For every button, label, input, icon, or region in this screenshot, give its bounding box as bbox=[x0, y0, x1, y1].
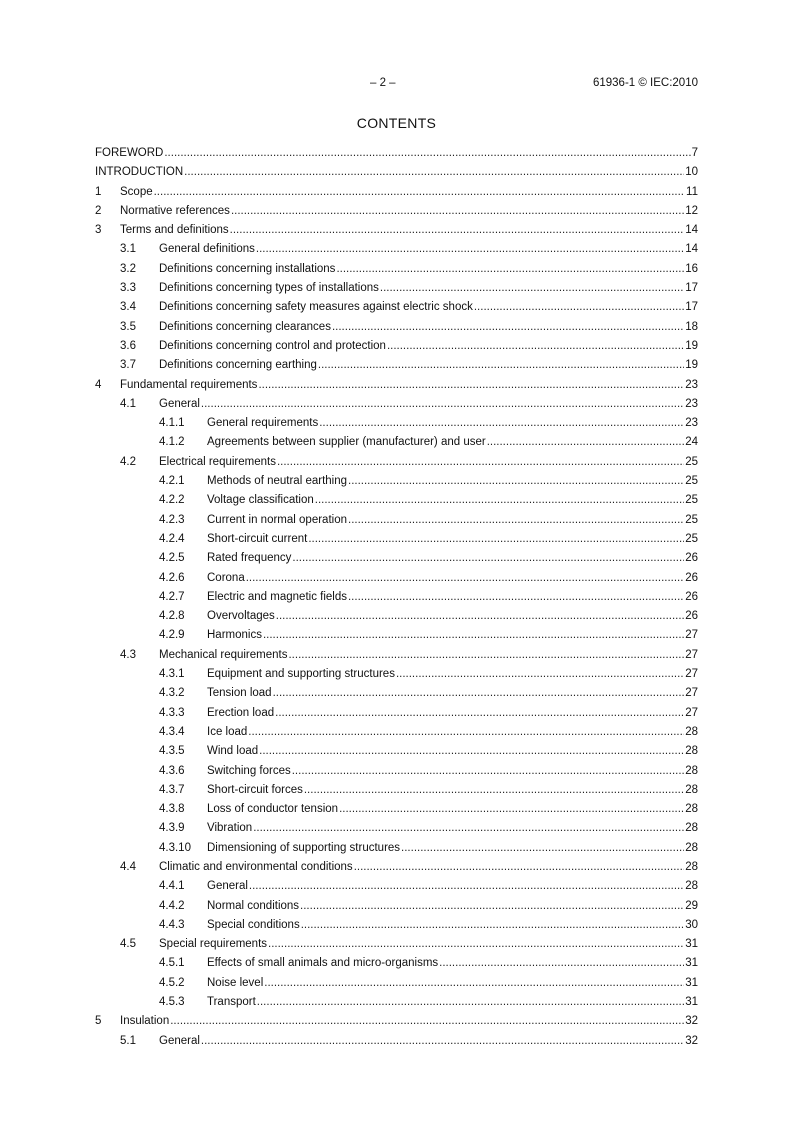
dot-leader bbox=[339, 800, 684, 819]
toc-entry[interactable] bbox=[95, 511, 698, 530]
toc-entry-number: 1 bbox=[95, 185, 102, 198]
toc-entry-title: Definitions concerning types of installations bbox=[159, 279, 380, 298]
toc-entry[interactable] bbox=[95, 221, 698, 240]
dot-leader bbox=[288, 646, 684, 665]
toc-entry-number: 4.3.10 bbox=[159, 841, 191, 854]
toc-entry-page: 18 bbox=[684, 318, 698, 337]
toc-entry-number: 4.2 bbox=[120, 455, 136, 468]
toc-entry-number: 4 bbox=[95, 378, 102, 391]
toc-entry[interactable] bbox=[95, 974, 698, 993]
toc-entry-title: Voltage classification bbox=[207, 491, 315, 510]
toc-entry-title: Overvoltages bbox=[207, 607, 276, 626]
toc-entry-page: 16 bbox=[684, 260, 698, 279]
dot-leader bbox=[308, 530, 684, 549]
toc-entry[interactable] bbox=[95, 337, 698, 356]
dot-leader bbox=[396, 665, 684, 684]
toc-entry-number: 4.5 bbox=[120, 938, 136, 951]
dot-leader bbox=[292, 762, 684, 781]
toc-entry-page: 28 bbox=[684, 742, 698, 761]
toc-entry-page: 28 bbox=[684, 877, 698, 896]
dot-leader bbox=[201, 395, 684, 414]
toc-entry-title: Switching forces bbox=[207, 762, 292, 781]
dot-leader bbox=[246, 569, 684, 588]
toc-entry[interactable] bbox=[95, 839, 698, 858]
toc-entry-title: Special conditions bbox=[207, 916, 301, 935]
toc-entry-page: 26 bbox=[684, 607, 698, 626]
toc-entry-page: 30 bbox=[684, 916, 698, 935]
dot-leader bbox=[258, 376, 684, 395]
dot-leader bbox=[154, 183, 685, 202]
toc-entry[interactable] bbox=[95, 588, 698, 607]
toc-entry[interactable] bbox=[95, 530, 698, 549]
toc-entry[interactable] bbox=[95, 453, 698, 472]
dot-leader bbox=[336, 260, 684, 279]
dot-leader bbox=[276, 607, 684, 626]
dot-leader bbox=[230, 221, 685, 240]
dot-leader bbox=[256, 240, 684, 259]
toc-entry-page: 27 bbox=[684, 626, 698, 645]
dot-leader bbox=[332, 318, 684, 337]
toc-entry-number: 5 bbox=[95, 1015, 102, 1028]
toc-entry-page: 26 bbox=[684, 549, 698, 568]
toc-entry-page: 28 bbox=[684, 819, 698, 838]
toc-entry[interactable] bbox=[95, 433, 698, 452]
toc-entry-title: Definitions concerning installations bbox=[159, 260, 336, 279]
toc-entry-page: 10 bbox=[684, 163, 698, 182]
toc-entry-number: 4.2.8 bbox=[159, 610, 185, 623]
dot-leader bbox=[268, 935, 684, 954]
toc-entry-number: 4.2.4 bbox=[159, 532, 185, 545]
toc-entry-title: Tension load bbox=[207, 684, 273, 703]
dot-leader bbox=[300, 897, 684, 916]
toc-entry-number: 4.3.9 bbox=[159, 822, 185, 835]
toc-entry[interactable] bbox=[95, 549, 698, 568]
toc-entry-title: Electric and magnetic fields bbox=[207, 588, 348, 607]
toc-entry-number: 4.4.2 bbox=[159, 899, 185, 912]
toc-entry-number: 3.2 bbox=[120, 262, 136, 275]
toc-entry[interactable] bbox=[95, 240, 698, 259]
dot-leader bbox=[354, 858, 685, 877]
toc-entry-page: 19 bbox=[684, 356, 698, 375]
toc-entry-number: 3.3 bbox=[120, 282, 136, 295]
toc-entry-title: Loss of conductor tension bbox=[207, 800, 339, 819]
toc-entry[interactable] bbox=[95, 723, 698, 742]
toc-entry-title: Noise level bbox=[207, 974, 264, 993]
toc-entry-page: 25 bbox=[684, 491, 698, 510]
toc-entry-title: Erection load bbox=[207, 704, 275, 723]
toc-entry-title: Agreements between supplier (manufacturer) and user bbox=[207, 433, 487, 452]
toc-entry-title: Definitions concerning safety measures against electric shock bbox=[159, 298, 474, 317]
dot-leader bbox=[301, 916, 685, 935]
dot-leader bbox=[275, 704, 684, 723]
toc-entry-title: Normative references bbox=[120, 202, 231, 221]
toc-entry-number: 4.2.3 bbox=[159, 513, 185, 526]
toc-entry[interactable] bbox=[95, 819, 698, 838]
dot-leader bbox=[264, 974, 684, 993]
toc-entry[interactable] bbox=[95, 144, 698, 163]
toc-entry-title: Definitions concerning earthing bbox=[159, 356, 318, 375]
toc-entry[interactable] bbox=[95, 704, 698, 723]
toc-entry-page: 28 bbox=[684, 858, 698, 877]
toc-entry-number: 2 bbox=[95, 204, 102, 217]
toc-entry-page: 23 bbox=[684, 395, 698, 414]
toc-entry-title: Effects of small animals and micro-organisms bbox=[207, 954, 439, 973]
toc-entry-page: 17 bbox=[684, 279, 698, 298]
toc-entry-page: 27 bbox=[684, 646, 698, 665]
toc-entry-number: 4.2.7 bbox=[159, 590, 185, 603]
toc-entry[interactable] bbox=[95, 279, 698, 298]
toc-entry-title: Equipment and supporting structures bbox=[207, 665, 396, 684]
toc-entry[interactable] bbox=[95, 472, 698, 491]
dot-leader bbox=[259, 742, 684, 761]
toc-entry-page: 28 bbox=[684, 800, 698, 819]
toc-entry-page: 32 bbox=[684, 1012, 698, 1031]
toc-entry-number: 4.3.4 bbox=[159, 725, 185, 738]
document-reference: 61936-1 © IEC:2010 bbox=[592, 77, 698, 89]
toc-entry-number: 4.1.2 bbox=[159, 436, 185, 449]
toc-entry-page: 26 bbox=[684, 569, 698, 588]
dot-leader bbox=[348, 511, 684, 530]
toc-entry-page: 25 bbox=[684, 511, 698, 530]
toc-entry-page: 17 bbox=[684, 298, 698, 317]
toc-entry[interactable] bbox=[95, 202, 698, 221]
toc-entry-title: Climatic and environmental conditions bbox=[159, 858, 354, 877]
toc-entry-title: Vibration bbox=[207, 819, 253, 838]
toc-entry-page: 24 bbox=[684, 433, 698, 452]
toc-entry-title: Current in normal operation bbox=[207, 511, 348, 530]
toc-entry-number: 4.3.1 bbox=[159, 668, 185, 681]
toc-entry-page: 14 bbox=[684, 221, 698, 240]
dot-leader bbox=[318, 356, 684, 375]
toc-entry[interactable] bbox=[95, 742, 698, 761]
toc-entry-title: Electrical requirements bbox=[159, 453, 277, 472]
toc-entry-title: General bbox=[207, 877, 249, 896]
dot-leader bbox=[319, 414, 684, 433]
toc-entry-title: General bbox=[159, 395, 201, 414]
dot-leader bbox=[201, 1032, 684, 1051]
toc-entry-title: Short-circuit current bbox=[207, 530, 308, 549]
toc-entry-title: Scope bbox=[120, 183, 154, 202]
toc-entry[interactable] bbox=[95, 183, 698, 202]
toc-entry-number: 4.1 bbox=[120, 397, 136, 410]
toc-entry[interactable] bbox=[95, 897, 698, 916]
dot-leader bbox=[487, 433, 685, 452]
toc-entry-page: 28 bbox=[684, 723, 698, 742]
toc-entry-page: 31 bbox=[684, 954, 698, 973]
toc-entry-page: 31 bbox=[684, 974, 698, 993]
toc-entry[interactable] bbox=[95, 935, 698, 954]
toc-entry-number: 4.1.1 bbox=[159, 417, 185, 430]
toc-entry-page: 28 bbox=[684, 762, 698, 781]
toc-entry-title: Dimensioning of supporting structures bbox=[207, 839, 401, 858]
toc-entry-number: 4.5.2 bbox=[159, 976, 185, 989]
toc-entry[interactable] bbox=[95, 1032, 698, 1051]
toc-entry[interactable] bbox=[95, 298, 698, 317]
toc-entry-page: 26 bbox=[684, 588, 698, 607]
toc-entry[interactable] bbox=[95, 260, 698, 279]
toc-entry-page: 27 bbox=[684, 704, 698, 723]
toc-entry-title: FOREWORD bbox=[95, 144, 164, 163]
toc-entry-number: 4.3.8 bbox=[159, 803, 185, 816]
toc-entry-number: 4.2.1 bbox=[159, 475, 185, 488]
toc-entry-number: 4.3.5 bbox=[159, 745, 185, 758]
toc-entry[interactable] bbox=[95, 395, 698, 414]
toc-entry-title: Normal conditions bbox=[207, 897, 300, 916]
toc-entry[interactable] bbox=[95, 646, 698, 665]
toc-entry-page: 28 bbox=[684, 839, 698, 858]
toc-entry-number: 3.4 bbox=[120, 301, 136, 314]
toc-entry-title: INTRODUCTION bbox=[95, 163, 184, 182]
dot-leader bbox=[401, 839, 684, 858]
dot-leader bbox=[184, 163, 684, 182]
dot-leader bbox=[348, 472, 684, 491]
toc-entry-page: 25 bbox=[684, 530, 698, 549]
dot-leader bbox=[231, 202, 684, 221]
dot-leader bbox=[387, 337, 684, 356]
toc-entry-page: 25 bbox=[684, 472, 698, 491]
toc-entry-number: 3.6 bbox=[120, 339, 136, 352]
dot-leader bbox=[249, 877, 684, 896]
page-number: – 2 – bbox=[370, 77, 396, 89]
toc-entry-number: 3.5 bbox=[120, 320, 136, 333]
toc-entry[interactable] bbox=[95, 877, 698, 896]
toc-entry-title: General requirements bbox=[207, 414, 319, 433]
toc-entry-title: Rated frequency bbox=[207, 549, 292, 568]
toc-entry-page: 31 bbox=[684, 993, 698, 1012]
dot-leader bbox=[315, 491, 684, 510]
toc-entry-page: 19 bbox=[684, 337, 698, 356]
toc-entry-title: Transport bbox=[207, 993, 257, 1012]
toc-entry-title: Terms and definitions bbox=[120, 221, 230, 240]
toc-entry-number: 4.3.6 bbox=[159, 764, 185, 777]
toc-entry-page: 28 bbox=[684, 781, 698, 800]
toc-entry[interactable] bbox=[95, 318, 698, 337]
toc-entry-number: 4.3.3 bbox=[159, 706, 185, 719]
toc-entry-title: Short-circuit forces bbox=[207, 781, 304, 800]
toc-entry-number: 4.3.7 bbox=[159, 783, 185, 796]
toc-entry-title: Harmonics bbox=[207, 626, 263, 645]
toc-entry-page: 23 bbox=[684, 414, 698, 433]
toc-entry[interactable] bbox=[95, 356, 698, 375]
dot-leader bbox=[273, 684, 685, 703]
toc-entry-number: 4.2.5 bbox=[159, 552, 185, 565]
toc-entry-title: Fundamental requirements bbox=[120, 376, 258, 395]
toc-entry-title: Methods of neutral earthing bbox=[207, 472, 348, 491]
dot-leader bbox=[253, 819, 684, 838]
dot-leader bbox=[277, 453, 684, 472]
toc-entry[interactable] bbox=[95, 163, 698, 182]
toc-entry-page: 27 bbox=[684, 665, 698, 684]
table-of-contents bbox=[95, 144, 698, 1051]
toc-entry-number: 4.5.1 bbox=[159, 957, 185, 970]
toc-entry-page: 25 bbox=[684, 453, 698, 472]
toc-entry-title: Special requirements bbox=[159, 935, 268, 954]
page-title: CONTENTS bbox=[356, 115, 437, 131]
toc-entry[interactable] bbox=[95, 800, 698, 819]
toc-entry-title: Insulation bbox=[120, 1012, 170, 1031]
dot-leader bbox=[263, 626, 684, 645]
toc-entry-page: 11 bbox=[685, 183, 698, 202]
toc-entry-number: 3 bbox=[95, 224, 102, 237]
toc-entry-title: Definitions concerning clearances bbox=[159, 318, 332, 337]
dot-leader bbox=[292, 549, 684, 568]
toc-entry-number: 4.4.1 bbox=[159, 880, 185, 893]
dot-leader bbox=[348, 588, 684, 607]
dot-leader bbox=[257, 993, 684, 1012]
toc-entry-title: General bbox=[159, 1032, 201, 1051]
dot-leader bbox=[439, 954, 684, 973]
toc-entry-title: Corona bbox=[207, 569, 246, 588]
toc-entry-title: Ice load bbox=[207, 723, 248, 742]
toc-entry-number: 4.2.9 bbox=[159, 629, 185, 642]
toc-entry[interactable] bbox=[95, 491, 698, 510]
toc-entry-page: 27 bbox=[684, 684, 698, 703]
toc-entry-number: 4.5.3 bbox=[159, 996, 185, 1009]
dot-leader bbox=[474, 298, 684, 317]
toc-entry-number: 4.2.6 bbox=[159, 571, 185, 584]
toc-entry-page: 32 bbox=[684, 1032, 698, 1051]
toc-entry-title: Definitions concerning control and protection bbox=[159, 337, 387, 356]
toc-entry-page: 12 bbox=[684, 202, 698, 221]
toc-entry-number: 5.1 bbox=[120, 1034, 136, 1047]
toc-entry-page: 31 bbox=[684, 935, 698, 954]
dot-leader bbox=[170, 1012, 684, 1031]
toc-entry-title: General definitions bbox=[159, 240, 256, 259]
toc-entry-title: Mechanical requirements bbox=[159, 646, 288, 665]
toc-entry-number: 4.3.2 bbox=[159, 687, 185, 700]
toc-entry[interactable] bbox=[95, 607, 698, 626]
toc-entry[interactable] bbox=[95, 414, 698, 433]
toc-entry-number: 4.3 bbox=[120, 648, 136, 661]
toc-entry[interactable] bbox=[95, 781, 698, 800]
toc-entry[interactable] bbox=[95, 626, 698, 645]
toc-entry[interactable] bbox=[95, 858, 698, 877]
toc-entry[interactable] bbox=[95, 993, 698, 1012]
toc-entry[interactable] bbox=[95, 684, 698, 703]
dot-leader bbox=[164, 144, 690, 163]
toc-entry[interactable] bbox=[95, 762, 698, 781]
toc-entry-number: 3.1 bbox=[120, 243, 136, 256]
toc-entry[interactable] bbox=[95, 916, 698, 935]
dot-leader bbox=[380, 279, 684, 298]
toc-entry-title: Wind load bbox=[207, 742, 259, 761]
toc-entry[interactable] bbox=[95, 376, 698, 395]
toc-entry-number: 4.4 bbox=[120, 860, 136, 873]
toc-entry[interactable] bbox=[95, 665, 698, 684]
toc-entry[interactable] bbox=[95, 1012, 698, 1031]
toc-entry[interactable] bbox=[95, 954, 698, 973]
dot-leader bbox=[304, 781, 684, 800]
toc-entry-number: 4.4.3 bbox=[159, 918, 185, 931]
dot-leader bbox=[248, 723, 684, 742]
toc-entry-page: 29 bbox=[684, 897, 698, 916]
toc-entry-number: 4.2.2 bbox=[159, 494, 185, 507]
toc-entry[interactable] bbox=[95, 569, 698, 588]
toc-entry-page: 14 bbox=[684, 240, 698, 259]
toc-entry-page: 7 bbox=[691, 144, 698, 163]
toc-entry-number: 3.7 bbox=[120, 359, 136, 372]
toc-entry-page: 23 bbox=[684, 376, 698, 395]
